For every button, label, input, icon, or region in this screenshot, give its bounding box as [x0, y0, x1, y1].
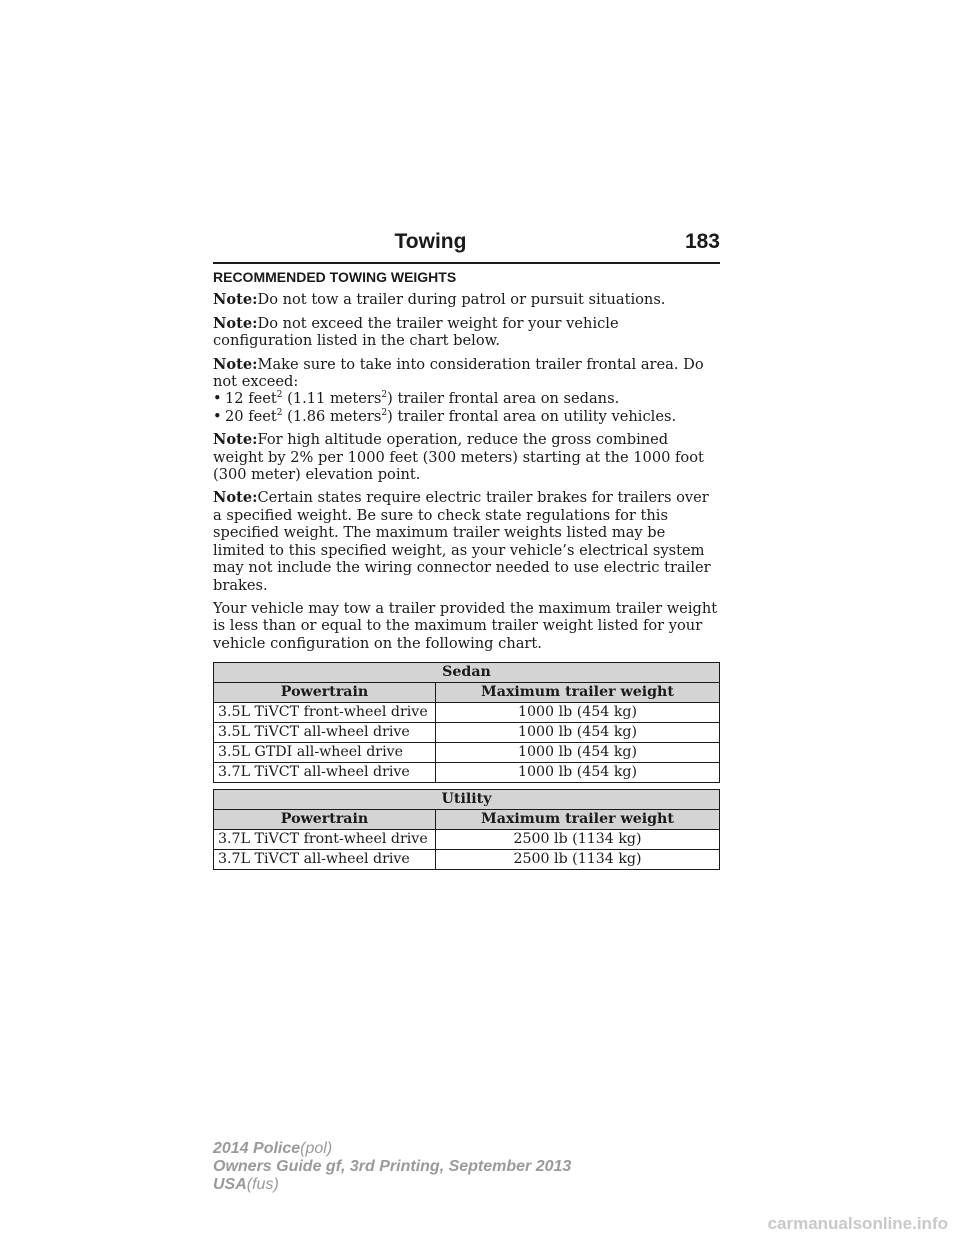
- cell-powertrain: 3.5L GTDI all-wheel drive: [214, 743, 436, 763]
- list-text: ) trailer frontal area on utility vehicles.: [387, 407, 677, 425]
- cell-weight: 1000 lb (454 kg): [436, 703, 720, 723]
- bullet-icon: •: [213, 390, 222, 408]
- note-trailer-weight: [213, 315, 720, 350]
- note-patrol: [213, 291, 720, 308]
- superscript: 2: [276, 407, 283, 418]
- list-item: [213, 390, 720, 407]
- list-text: (1.86 meters: [282, 407, 382, 425]
- list-text: (1.11 meters: [282, 390, 382, 408]
- note-label: Note:: [213, 314, 258, 332]
- list-item: [213, 408, 720, 425]
- chapter-title: Towing: [394, 230, 467, 253]
- cell-powertrain: 3.5L TiVCT front-wheel drive: [214, 703, 436, 723]
- list-text: 20 feet: [225, 407, 277, 425]
- superscript: 2: [381, 407, 388, 418]
- cell-powertrain: 3.7L TiVCT all-wheel drive: [214, 850, 436, 870]
- note-high-altitude: [213, 431, 720, 483]
- section-title: RECOMMENDED TOWING WEIGHTS: [213, 269, 457, 285]
- note-label: Note:: [213, 431, 258, 449]
- table-row: [214, 723, 720, 743]
- note-frontal-area: [213, 356, 720, 391]
- cell-weight: 2500 lb (1134 kg): [436, 850, 720, 870]
- column-header-weight: Maximum trailer weight: [436, 810, 720, 830]
- sedan-table: [213, 662, 720, 783]
- cell-weight: 1000 lb (454 kg): [436, 743, 720, 763]
- frontal-area-list: [213, 390, 720, 425]
- footer-line-1: [213, 1140, 571, 1158]
- note-text: For high altitude operation, reduce the gross combined weight by 2% per 1000 feet (300 meters) starting at the 1000 foot (300 meter) elevation point.: [213, 431, 704, 484]
- column-header-powertrain: Powertrain: [214, 810, 436, 830]
- table-title: Sedan: [214, 663, 720, 683]
- table-row: [214, 850, 720, 870]
- bullet-icon: •: [213, 407, 222, 425]
- table-title: Utility: [214, 790, 720, 810]
- superscript: 2: [276, 390, 283, 401]
- column-header-weight: Maximum trailer weight: [436, 683, 720, 703]
- note-label: Note:: [213, 291, 258, 309]
- note-text: Certain states require electric trailer brakes for trailers over a specified weight. Be sure to check state regulations for this specified weight. The maximum trailer weights listed may be limited to this specified weight, as your vehicle’s electrical system may not include the wiring connector needed to use electric trailer brakes.: [213, 489, 711, 594]
- footer-model-code: (pol): [300, 1140, 333, 1157]
- column-header-powertrain: Powertrain: [214, 683, 436, 703]
- table-row: [214, 830, 720, 850]
- note-text: Do not tow a trailer during patrol or pursuit situations.: [257, 291, 666, 309]
- table-row: [214, 743, 720, 763]
- closing-paragraph: Your vehicle may tow a trailer provided the maximum trailer weight is less than or equal to the maximum trailer weight listed for your vehicle configuration on the following chart.: [213, 599, 718, 652]
- note-text: Make sure to take into consideration trailer frontal area. Do not exceed:: [213, 355, 704, 391]
- footer-line-3: [213, 1176, 571, 1194]
- list-text: ) trailer frontal area on sedans.: [387, 390, 620, 408]
- footer-model: 2014 Police: [213, 1140, 301, 1157]
- note-text: Do not exceed the trailer weight for your vehicle configuration listed in the chart below.: [213, 314, 619, 350]
- cell-weight: 1000 lb (454 kg): [436, 763, 720, 783]
- cell-powertrain: 3.7L TiVCT front-wheel drive: [214, 830, 436, 850]
- table-row: [214, 763, 720, 783]
- utility-table: [213, 789, 720, 870]
- page-footer: [213, 1140, 571, 1194]
- table-row: [214, 703, 720, 723]
- note-electric-brakes: [213, 489, 720, 593]
- note-label: Note:: [213, 489, 258, 507]
- page-number: 183: [684, 230, 720, 253]
- cell-powertrain: 3.7L TiVCT all-wheel drive: [214, 763, 436, 783]
- footer-line-2: Owners Guide gf, 3rd Printing, September 2013: [213, 1158, 572, 1175]
- cell-weight: 1000 lb (454 kg): [436, 723, 720, 743]
- superscript: 2: [381, 390, 388, 401]
- page-header: [213, 230, 720, 264]
- list-text: 12 feet: [225, 390, 277, 408]
- watermark: carmanualsonline.info: [767, 1214, 948, 1233]
- footer-market-code: (fus): [246, 1176, 279, 1193]
- page-body: [213, 269, 720, 876]
- footer-market: USA: [213, 1176, 247, 1193]
- cell-weight: 2500 lb (1134 kg): [436, 830, 720, 850]
- cell-powertrain: 3.5L TiVCT all-wheel drive: [214, 723, 436, 743]
- note-label: Note:: [213, 355, 258, 373]
